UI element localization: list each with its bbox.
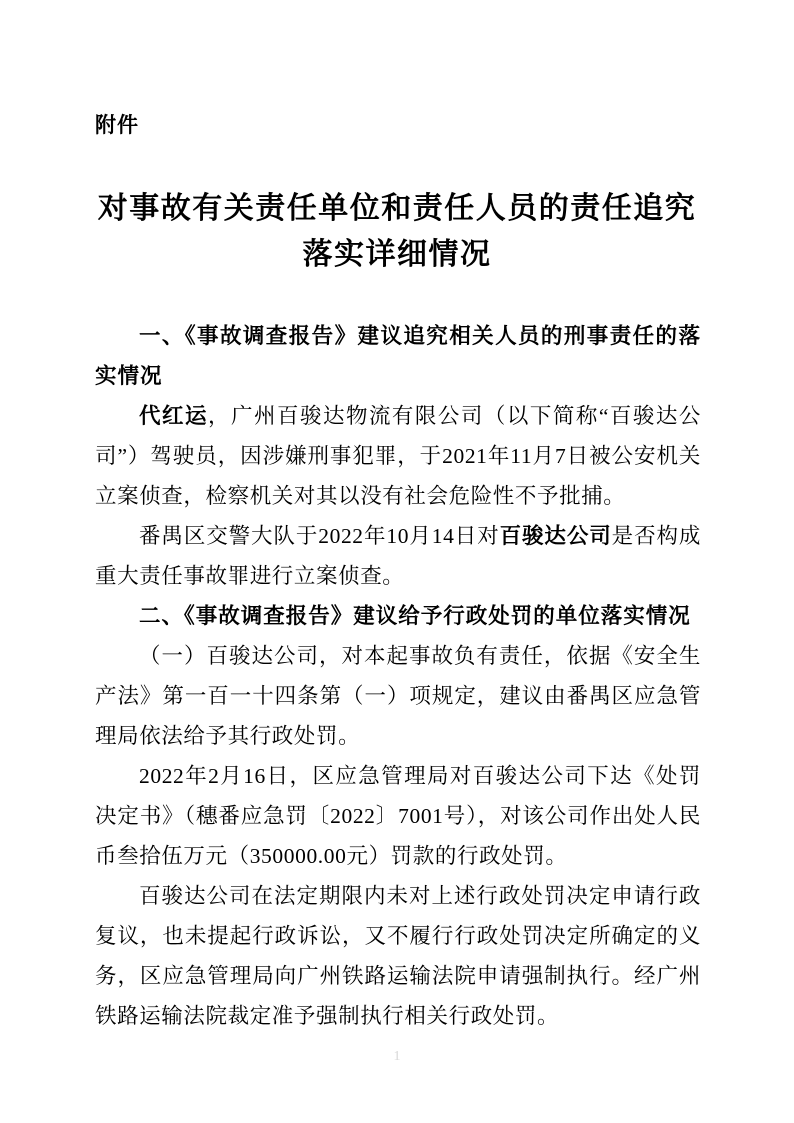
company-name-baijunda: 百骏达公司: [499, 524, 612, 548]
paragraph-1-1-rest: ，广州百骏达物流有限公司（以下简称“百骏达公司”）驾驶员，因涉嫌刑事犯罪，于2021年11月7日被公安机关立案侦查，检察机关对其以没有社会危险性不予批捕。: [95, 404, 701, 508]
page-title-line-2: 落实详细情况: [302, 238, 492, 271]
paragraph-1-2-prefix: 番禺区交警大队于2022年10月14日对: [139, 524, 500, 548]
paragraph-2-2: 2022年2月16日，区应急管理局对百骏达公司下达《处罚决定书》（穗番应急罚〔2022〕7001号），对该公司作出处人民币叁拾伍万元（350000.00元）罚款的行政处罚。: [95, 764, 701, 868]
page-number: 1: [393, 1049, 401, 1064]
page-title-line-1: 对事故有关责任单位和责任人员的责任追究: [97, 192, 697, 225]
page-title: [97, 186, 697, 278]
paragraph-1-2: [95, 516, 701, 596]
section-heading-1: 一、《事故调查报告》建议追究相关人员的刑事责任的落实情况: [95, 324, 701, 388]
person-name-dai-hongyun: 代红运: [139, 404, 208, 428]
paragraph-2-1: （一）百骏达公司，对本起事故负有责任，依据《安全生产法》第一百一十四条第（一）项规定，建议由番禺区应急管理局依法给予其行政处罚。: [95, 644, 701, 748]
paragraph-2-3: 百骏达公司在法定期限内未对上述行政处罚决定申请行政复议，也未提起行政诉讼，又不履行行政处罚决定所确定的义务，区应急管理局向广州铁路运输法院申请强制执行。经广州铁路运输法院裁定准予强制执行相关行政处罚。: [95, 884, 701, 1028]
attachment-label: 附件: [95, 114, 139, 137]
paragraph-1-1: [95, 396, 701, 516]
document-body: [95, 316, 701, 1036]
paragraph-1-2-suffix: 是否构成重大责任事故罪进行立案侦查。: [95, 524, 701, 588]
section-heading-2: 二、《事故调查报告》建议给予行政处罚的单位落实情况: [139, 604, 691, 628]
